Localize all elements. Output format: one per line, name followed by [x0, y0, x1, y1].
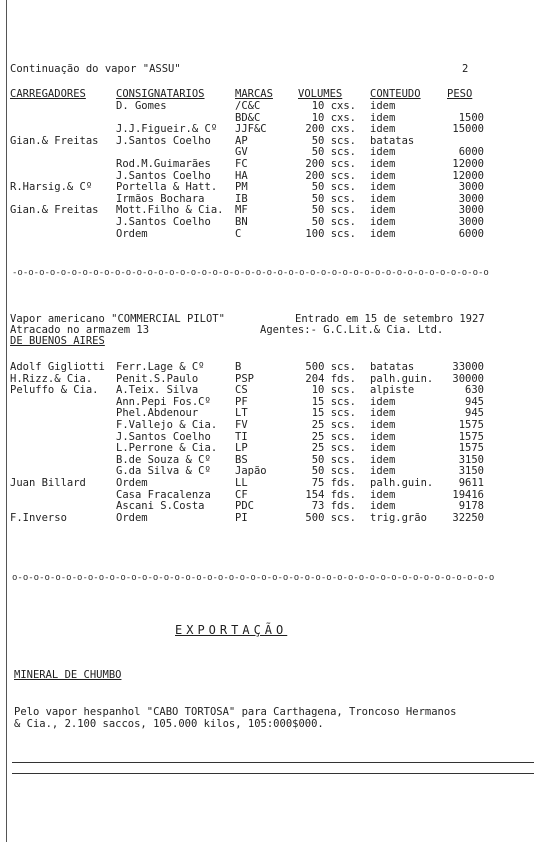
- table-row: [0, 204, 546, 216]
- cell-content: palh.guin.: [370, 477, 434, 489]
- cell-weight: 3000: [458, 192, 484, 205]
- header-volumes: VOLUMES: [298, 88, 343, 100]
- cell-weight: 1575: [458, 419, 484, 431]
- cell-content: idem: [370, 465, 396, 478]
- cell-content: alpiste: [370, 384, 415, 397]
- cell-weight: 3000: [458, 216, 484, 228]
- cell-volume: 500 scs.: [305, 511, 356, 524]
- header-peso: PESO: [447, 88, 473, 100]
- table1-header-row: [0, 88, 546, 100]
- cell-weight: 12000: [452, 169, 484, 182]
- cell-consignee: F.Vallejo & Cia.: [116, 419, 218, 431]
- cell-mark: LT: [235, 407, 248, 420]
- cell-content: idem: [370, 453, 396, 466]
- cell-consignee: J.Santos Coelho: [116, 430, 211, 443]
- rule-line: [12, 773, 534, 774]
- cell-mark: PDC: [235, 500, 254, 513]
- header-conteudo: CONTEUDO: [370, 88, 421, 100]
- cell-mark: PI: [235, 511, 248, 524]
- cell-volume: 25 scs.: [311, 442, 356, 455]
- vessel-arrival: Entrado em 15 de setembro 1927: [295, 313, 485, 325]
- cell-weight: 6000: [458, 146, 484, 159]
- cell-consignee: J.Santos Coelho: [116, 134, 211, 147]
- table-row: [0, 477, 546, 489]
- cell-content: batatas: [370, 134, 415, 147]
- cell-volume: 200 scs.: [305, 158, 356, 170]
- cell-consignee: G.da Silva & Cº: [116, 465, 211, 478]
- cell-weight: 15000: [452, 123, 484, 136]
- table-row: [0, 431, 546, 443]
- table-row: [0, 384, 546, 396]
- rule-line: [12, 762, 534, 763]
- cell-mark: BN: [235, 216, 248, 228]
- cell-shipper: Gian.& Freitas: [10, 134, 99, 147]
- cell-volume: 15 scs.: [311, 407, 356, 420]
- cell-mark: C: [235, 227, 242, 240]
- page-number: 2: [462, 63, 469, 75]
- cell-content: idem: [370, 216, 396, 228]
- cell-mark: PM: [235, 181, 248, 194]
- cell-weight: 30000: [452, 372, 484, 385]
- table-row: [0, 512, 546, 524]
- cell-weight: 630: [465, 384, 484, 397]
- cell-volume: 50 scs.: [311, 216, 356, 228]
- cell-consignee: Rod.M.Guimarães: [116, 158, 211, 170]
- cell-weight: 19416: [452, 488, 484, 501]
- table-row: [0, 112, 546, 124]
- cell-volume: 50 scs.: [311, 465, 356, 478]
- cell-mark: MF: [235, 204, 248, 217]
- cell-mark: JJF&C: [235, 123, 267, 136]
- table-row: [0, 396, 546, 408]
- table-row: [0, 181, 546, 193]
- cell-volume: 10 cxs.: [311, 100, 356, 112]
- vessel-berth: Atracado no armazem 13: [10, 324, 150, 336]
- cell-weight: 6000: [458, 227, 484, 240]
- cell-volume: 25 scs.: [311, 430, 356, 443]
- cell-content: idem: [370, 169, 396, 182]
- cell-shipper: H.Rizz.& Cia.: [10, 372, 93, 385]
- table-row: [0, 228, 546, 240]
- cell-consignee: J.Santos Coelho: [116, 216, 211, 228]
- cell-mark: PF: [235, 395, 248, 408]
- cell-volume: 10 scs.: [311, 384, 356, 397]
- cell-mark: HA: [235, 169, 248, 182]
- cell-shipper: Adolf Gigliotti: [10, 361, 105, 373]
- cell-mark: CS: [235, 384, 248, 397]
- cell-mark: AP: [235, 134, 248, 147]
- cell-weight: 3150: [458, 465, 484, 478]
- cell-content: idem: [370, 500, 396, 513]
- table-row: [0, 454, 546, 466]
- cell-shipper: F.Inverso: [10, 511, 67, 524]
- cell-consignee: Ordem: [116, 477, 148, 489]
- cell-content: idem: [370, 158, 396, 170]
- cell-weight: 945: [465, 395, 484, 408]
- cell-consignee: Penit.S.Paulo: [116, 372, 199, 385]
- table-row: [0, 135, 546, 147]
- cell-volume: 50 scs.: [311, 192, 356, 205]
- cell-weight: 1575: [458, 430, 484, 443]
- table-row: [0, 361, 546, 373]
- cell-consignee: Ordem: [116, 227, 148, 240]
- cell-consignee: Ordem: [116, 511, 148, 524]
- cell-volume: 204 fds.: [305, 372, 356, 385]
- separator-line: -o-o-o-o-o-o-o-o-o-o-o-o-o-o-o-o-o-o-o-o-o-o-o-o-o-o-o-o-o-o-o-o-o-o-o-o-o-o-o-o-o-o-o-o: [12, 268, 489, 278]
- cell-consignee: Irmãos Bochara: [116, 192, 205, 205]
- table-row: [0, 419, 546, 431]
- cell-volume: 10 cxs.: [311, 111, 356, 124]
- vessel-agents: Agentes:- G.C.Lit.& Cia. Ltd.: [260, 324, 444, 336]
- cell-content: idem: [370, 204, 396, 217]
- cell-mark: LP: [235, 442, 248, 455]
- cell-mark: FC: [235, 158, 248, 170]
- cell-weight: 12000: [452, 158, 484, 170]
- header-marcas: MARCAS: [235, 88, 273, 100]
- cell-content: idem: [370, 181, 396, 194]
- cell-volume: 15 scs.: [311, 395, 356, 408]
- cell-shipper: Gian.& Freitas: [10, 204, 99, 217]
- cell-weight: 3000: [458, 181, 484, 194]
- cell-content: palh.guin.: [370, 372, 434, 385]
- cell-mark: B: [235, 361, 242, 373]
- cell-mark: LL: [235, 477, 248, 489]
- cell-weight: 9178: [458, 500, 484, 513]
- cell-mark: BS: [235, 453, 248, 466]
- cell-volume: 73 fds.: [311, 500, 356, 513]
- cell-volume: 154 fds.: [305, 488, 356, 501]
- cell-content: idem: [370, 111, 396, 124]
- cell-mark: PSP: [235, 372, 254, 385]
- cell-volume: 200 cxs.: [305, 123, 356, 136]
- cell-content: idem: [370, 227, 396, 240]
- cell-shipper: R.Harsig.& Cº: [10, 181, 93, 194]
- table-row: [0, 489, 546, 501]
- cell-content: idem: [370, 395, 396, 408]
- cell-weight: 1500: [458, 111, 484, 124]
- cell-mark: BD&C: [235, 111, 261, 124]
- table-row: [0, 123, 546, 135]
- cell-weight: 9611: [458, 477, 484, 489]
- table-row: [0, 373, 546, 385]
- cell-consignee: J.J.Figueir.& Cº: [116, 123, 218, 136]
- table-row: [0, 216, 546, 228]
- cell-consignee: Ann.Pepi Fos.Cº: [116, 395, 211, 408]
- cell-content: idem: [370, 192, 396, 205]
- cell-weight: 1575: [458, 442, 484, 455]
- cell-mark: /C&C: [235, 100, 261, 112]
- cell-mark: GV: [235, 146, 248, 159]
- export-title: EXPORTAÇÃO: [175, 623, 288, 637]
- cell-content: idem: [370, 442, 396, 455]
- cell-mark: CF: [235, 488, 248, 501]
- header-consignatarios: CONSIGNATARIOS: [116, 88, 205, 100]
- table-row: [0, 442, 546, 454]
- cell-volume: 100 scs.: [305, 227, 356, 240]
- cell-consignee: Phel.Abdenour: [116, 407, 199, 420]
- cell-mark: TI: [235, 430, 248, 443]
- continuation-heading: Continuação do vapor "ASSU": [10, 63, 181, 75]
- section-heading: MINERAL DE CHUMBO: [14, 669, 122, 681]
- cell-shipper: Peluffo & Cia.: [10, 384, 99, 397]
- cell-volume: 50 scs.: [311, 146, 356, 159]
- cell-volume: 25 scs.: [311, 419, 356, 431]
- header-carregadores: CARREGADORES: [10, 88, 86, 100]
- cell-weight: 32250: [452, 511, 484, 524]
- cell-volume: 50 scs.: [311, 204, 356, 217]
- cell-content: idem: [370, 146, 396, 159]
- cell-consignee: Ferr.Lage & Cº: [116, 361, 205, 373]
- cell-consignee: B.de Souza & Cº: [116, 453, 211, 466]
- cell-consignee: A.Teix. Silva: [116, 384, 199, 397]
- cell-content: idem: [370, 488, 396, 501]
- cell-consignee: Casa Fracalenza: [116, 488, 211, 501]
- cell-weight: 3000: [458, 204, 484, 217]
- cell-weight: 3150: [458, 453, 484, 466]
- cell-content: idem: [370, 419, 396, 431]
- table-row: [0, 407, 546, 419]
- cell-content: trig.grão: [370, 511, 427, 524]
- table-row: [0, 146, 546, 158]
- cell-volume: 50 scs.: [311, 453, 356, 466]
- cell-content: idem: [370, 100, 396, 112]
- cell-consignee: Mott.Filho & Cia.: [116, 204, 224, 217]
- table-row: [0, 500, 546, 512]
- vessel-origin: DE BUENOS AIRES: [10, 335, 105, 347]
- cell-shipper: Juan Billard: [10, 477, 86, 489]
- cell-content: batatas: [370, 361, 415, 373]
- vessel-name: Vapor americano "COMMERCIAL PILOT": [10, 313, 225, 325]
- cell-mark: IB: [235, 192, 248, 205]
- cell-consignee: D. Gomes: [116, 100, 167, 112]
- cell-weight: 33000: [452, 361, 484, 373]
- cell-consignee: Ascani S.Costa: [116, 500, 205, 513]
- table-row: [0, 465, 546, 477]
- table-row: [0, 193, 546, 205]
- cell-volume: 200 scs.: [305, 169, 356, 182]
- cell-content: idem: [370, 430, 396, 443]
- cell-volume: 50 scs.: [311, 134, 356, 147]
- table-row: [0, 158, 546, 170]
- cell-volume: 50 scs.: [311, 181, 356, 194]
- cell-mark: FV: [235, 419, 248, 431]
- cell-consignee: L.Perrone & Cia.: [116, 442, 218, 455]
- cell-consignee: Portella & Hatt.: [116, 181, 218, 194]
- cell-mark: Japão: [235, 465, 267, 478]
- separator-line: o-o-o-o-o-o-o-o-o-o-o-o-o-o-o-o-o-o-o-o-o-o-o-o-o-o-o-o-o-o-o-o-o-o-o-o-o-o-o-o-o-o-o-o-o: [12, 573, 495, 583]
- export-paragraph-line1: Pelo vapor hespanhol "CABO TORTOSA" para Carthagena, Troncoso Hermanos: [14, 706, 457, 718]
- cell-content: idem: [370, 123, 396, 136]
- table-row: [0, 100, 546, 112]
- cell-volume: 75 fds.: [311, 477, 356, 489]
- cell-consignee: J.Santos Coelho: [116, 169, 211, 182]
- cell-volume: 500 scs.: [305, 361, 356, 373]
- cell-weight: 945: [465, 407, 484, 420]
- table-row: [0, 170, 546, 182]
- export-paragraph-line2: & Cia., 2.100 saccos, 105.000 kilos, 105:000$000.: [14, 718, 324, 730]
- cell-content: idem: [370, 407, 396, 420]
